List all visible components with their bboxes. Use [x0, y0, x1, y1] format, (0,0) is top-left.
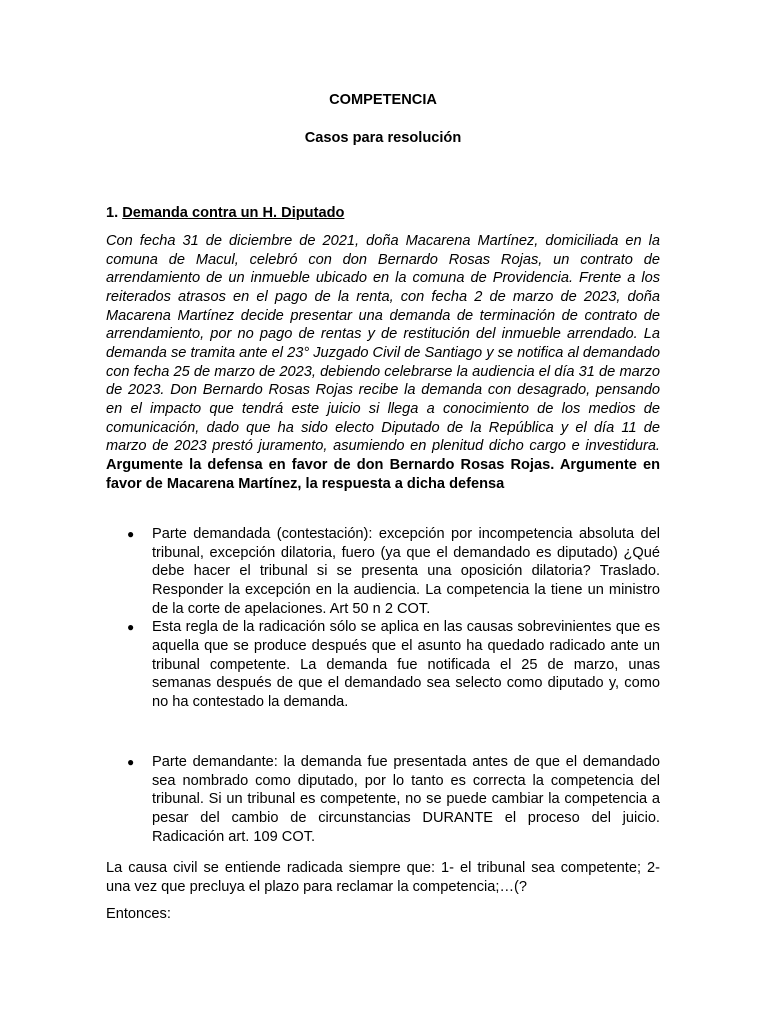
paragraph-entonces: Entonces:: [106, 906, 171, 922]
case-number: 1.: [106, 205, 119, 221]
list-item-text: Parte demandada (contestación): excepción por incompetencia absoluta del tribunal, excepción dilatoria, fuero (ya que el demandado es diputado) ¿Qué debe hacer el tribunal si se presenta una oposición dilatoria? Traslado. Responder la excepción en la audiencia. La competencia la tiene un ministro de la corte de apelaciones. Art 50 n 2 COT.: [152, 526, 660, 617]
paragraph-radicacion: La causa civil se entiende radicada siempre que: 1- el tribunal sea competente; 2- una vez que precluya el plazo para reclamar la competencia;…(?: [106, 860, 660, 895]
document-title: COMPETENCIA: [329, 92, 437, 108]
bullet-icon: ●: [127, 620, 135, 635]
list-item: [106, 618, 660, 711]
document-subtitle: Casos para resolución: [304, 130, 462, 146]
bullet-list-defense: [106, 525, 660, 712]
bullet-list-plaintiff: [106, 753, 660, 846]
list-item: [106, 525, 660, 618]
bullet-icon: ●: [127, 755, 135, 769]
list-item: [106, 753, 660, 846]
list-item-text: Parte demandante: la demanda fue presentada antes de que el demandado sea nombrado como diputado, por lo tanto es correcta la competencia del tribunal. Si un tribunal es competente, no se puede cambiar la competencia a pesar del cambio de circunstancias DURANTE el proceso del juicio. Radicación art. 109 COT.: [152, 754, 660, 845]
case-description: [106, 232, 660, 493]
bullet-icon: ●: [127, 527, 135, 541]
case-heading-text: Demanda contra un H. Diputado: [122, 205, 345, 221]
case-heading: [106, 204, 660, 222]
list-item-text: Esta regla de la radicación sólo se aplica en las causas sobrevinientes que es aquella que se produce después que el asunto ha quedado radicado ante un tribunal competente. La demanda fue notificada el 25 de marzo, unas semanas después de que el demandado sea selecto como diputado y, como no ha contestado la demanda.: [152, 619, 660, 710]
case-question: Argumente la defensa en favor de don Bernardo Rosas Rojas. Argumente en favor de Macarena Martínez, la respuesta a dicha defensa: [106, 456, 660, 492]
case-narrative: Con fecha 31 de diciembre de 2021, doña Macarena Martínez, domiciliada en la comuna de Macul, celebró con don Bernardo Rosas Rojas, un contrato de arrendamiento de un inmueble ubicado en la comuna de Providencia. Frente a los reiterados atrasos en el pago de la renta, con fecha 2 de marzo de 2023, doña Macarena Martínez decide presentar una demanda de terminación de contrato de arrendamiento, por no pago de rentas y de restitución del inmueble arrendado. La demanda se tramita ante el 23° Juzgado Civil de Santiago y se notifica al demandado con fecha 25 de marzo de 2023, debiendo celebrarse la audiencia el día 31 de marzo de 2023. Don Bernardo Rosas Rojas recibe la demanda con desagrado, pensando en el impacto que tendrá este juicio si llega a conocimiento de los medios de comunicación, dado que ha sido electo Diputado de la República y el día 11 de marzo de 2023 prestó juramento, asumiendo en plenitud dicho cargo e investidura.: [106, 233, 660, 455]
